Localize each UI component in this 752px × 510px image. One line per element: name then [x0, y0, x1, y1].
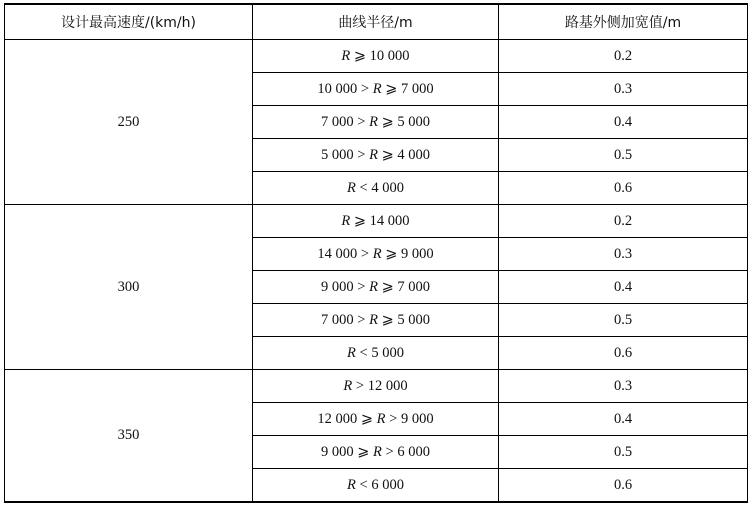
radius-cell: 7 000 > R ⩾ 5 000 — [253, 304, 499, 337]
widening-cell: 0.2 — [499, 205, 748, 238]
widening-cell: 0.5 — [499, 304, 748, 337]
radius-cell: 10 000 > R ⩾ 7 000 — [253, 73, 499, 106]
speed-cell: 350 — [5, 370, 253, 503]
widening-cell: 0.4 — [499, 106, 748, 139]
radius-cell: R < 5 000 — [253, 337, 499, 370]
speed-cell: 300 — [5, 205, 253, 370]
widening-cell: 0.6 — [499, 172, 748, 205]
widening-cell: 0.4 — [499, 271, 748, 304]
radius-cell: R < 4 000 — [253, 172, 499, 205]
table-row — [5, 205, 748, 238]
radius-cell: R < 6 000 — [253, 469, 499, 503]
widening-cell: 0.2 — [499, 40, 748, 73]
widening-cell: 0.3 — [499, 73, 748, 106]
widening-cell: 0.6 — [499, 337, 748, 370]
header-widening-value: 路基外侧加宽值/m — [499, 4, 748, 40]
radius-cell: 9 000 ⩾ R > 6 000 — [253, 436, 499, 469]
header-design-speed: 设计最高速度/(km/h) — [5, 4, 253, 40]
radius-cell: R ⩾ 14 000 — [253, 205, 499, 238]
header-curve-radius: 曲线半径/m — [253, 4, 499, 40]
table-row — [5, 40, 748, 73]
radius-cell: R ⩾ 10 000 — [253, 40, 499, 73]
radius-cell: 12 000 ⩾ R > 9 000 — [253, 403, 499, 436]
radius-cell: 5 000 > R ⩾ 4 000 — [253, 139, 499, 172]
widening-cell: 0.4 — [499, 403, 748, 436]
radius-cell: 7 000 > R ⩾ 5 000 — [253, 106, 499, 139]
widening-cell: 0.5 — [499, 139, 748, 172]
widening-cell: 0.5 — [499, 436, 748, 469]
widening-cell: 0.3 — [499, 238, 748, 271]
radius-cell: R > 12 000 — [253, 370, 499, 403]
table-header-row — [5, 4, 748, 40]
radius-cell: 14 000 > R ⩾ 9 000 — [253, 238, 499, 271]
radius-cell: 9 000 > R ⩾ 7 000 — [253, 271, 499, 304]
widening-cell: 0.3 — [499, 370, 748, 403]
widening-cell: 0.6 — [499, 469, 748, 503]
speed-cell: 250 — [5, 40, 253, 205]
curve-widening-table — [4, 3, 748, 503]
table-row — [5, 370, 748, 403]
